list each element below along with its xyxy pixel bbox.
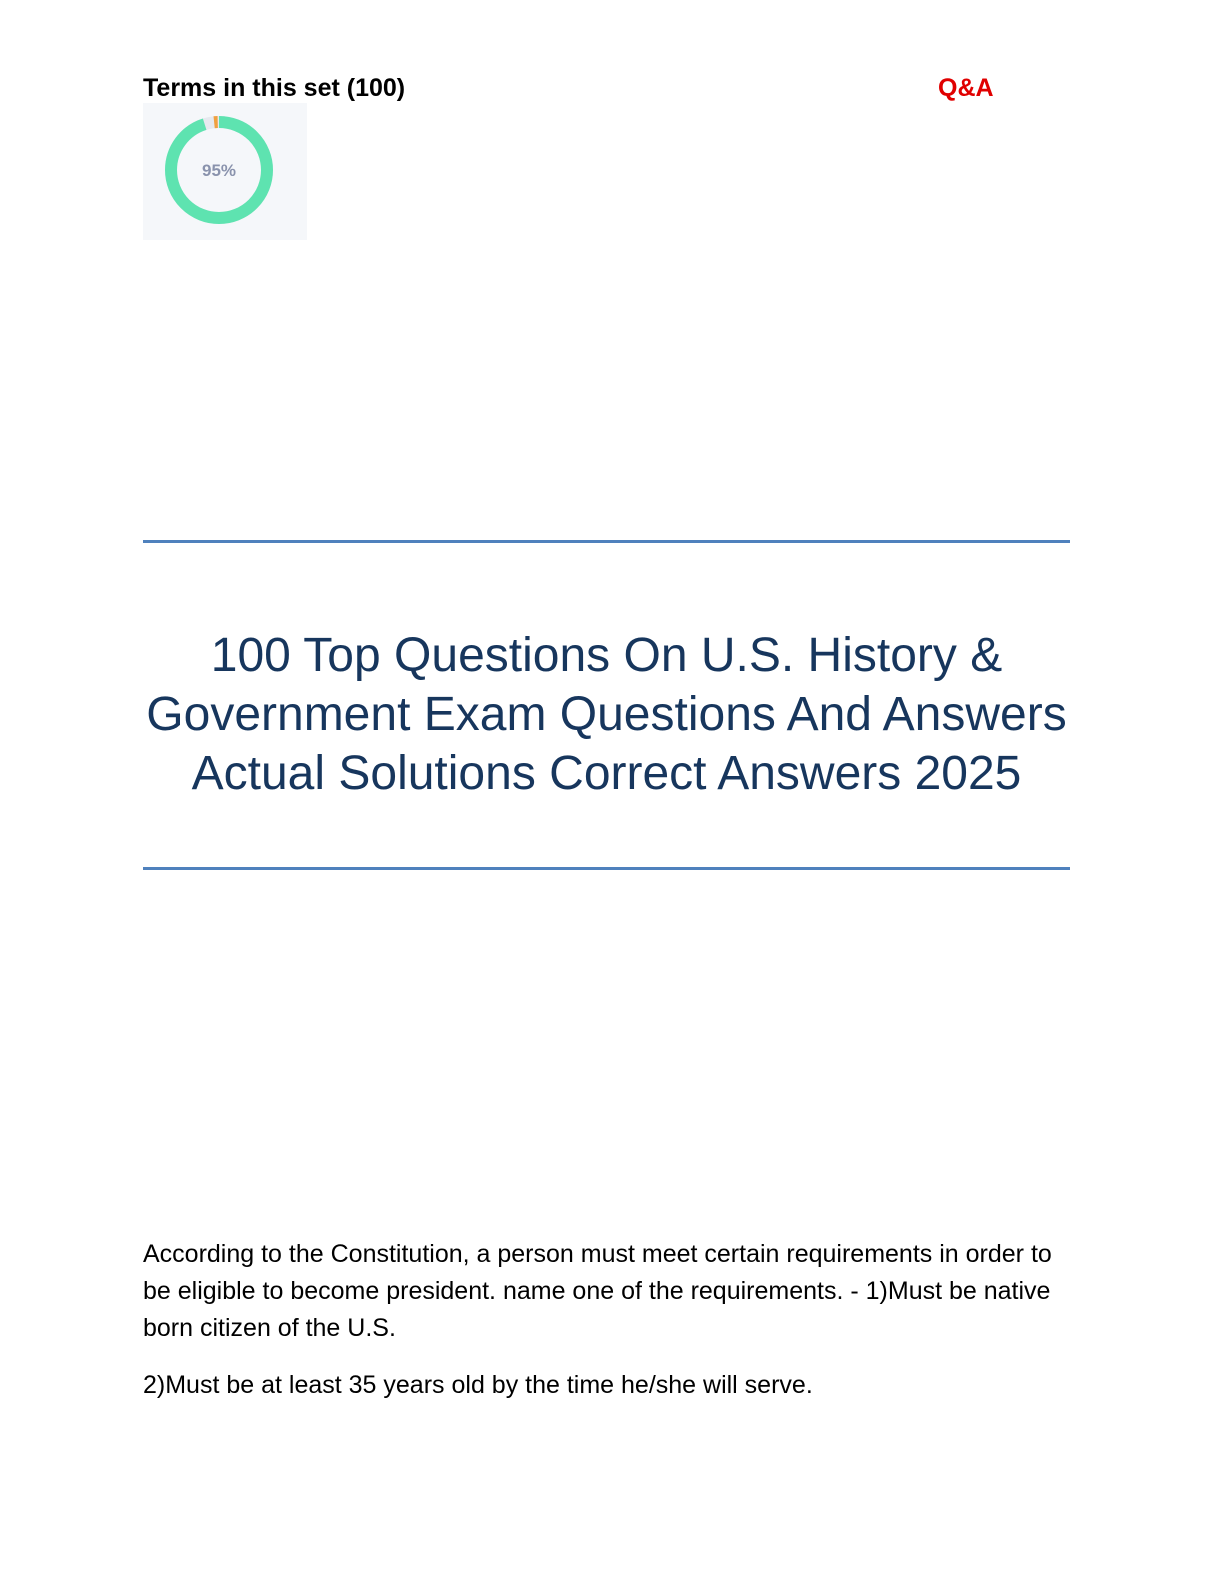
question-paragraph: According to the Constitution, a person must meet certain requirements in order to be eligible to become president. name one of the requirements. - 1)Must be native born citizen of the U.S. [143, 1240, 1052, 1342]
title-rule-bottom [143, 867, 1070, 870]
progress-ring-card [143, 103, 307, 240]
qa-label: Q&A [938, 74, 994, 102]
progress-percent-label: 95% [201, 161, 237, 180]
title-rule-top [143, 540, 1070, 543]
terms-count-heading: Terms in this set (100) [143, 74, 406, 102]
document-title: 100 Top Questions On U.S. History & Government Exam Questions And Answers Actual Solutions Correct Answers 2025 [146, 629, 1067, 800]
answer-paragraph: 2)Must be at least 35 years old by the time he/she will serve. [143, 1371, 813, 1399]
